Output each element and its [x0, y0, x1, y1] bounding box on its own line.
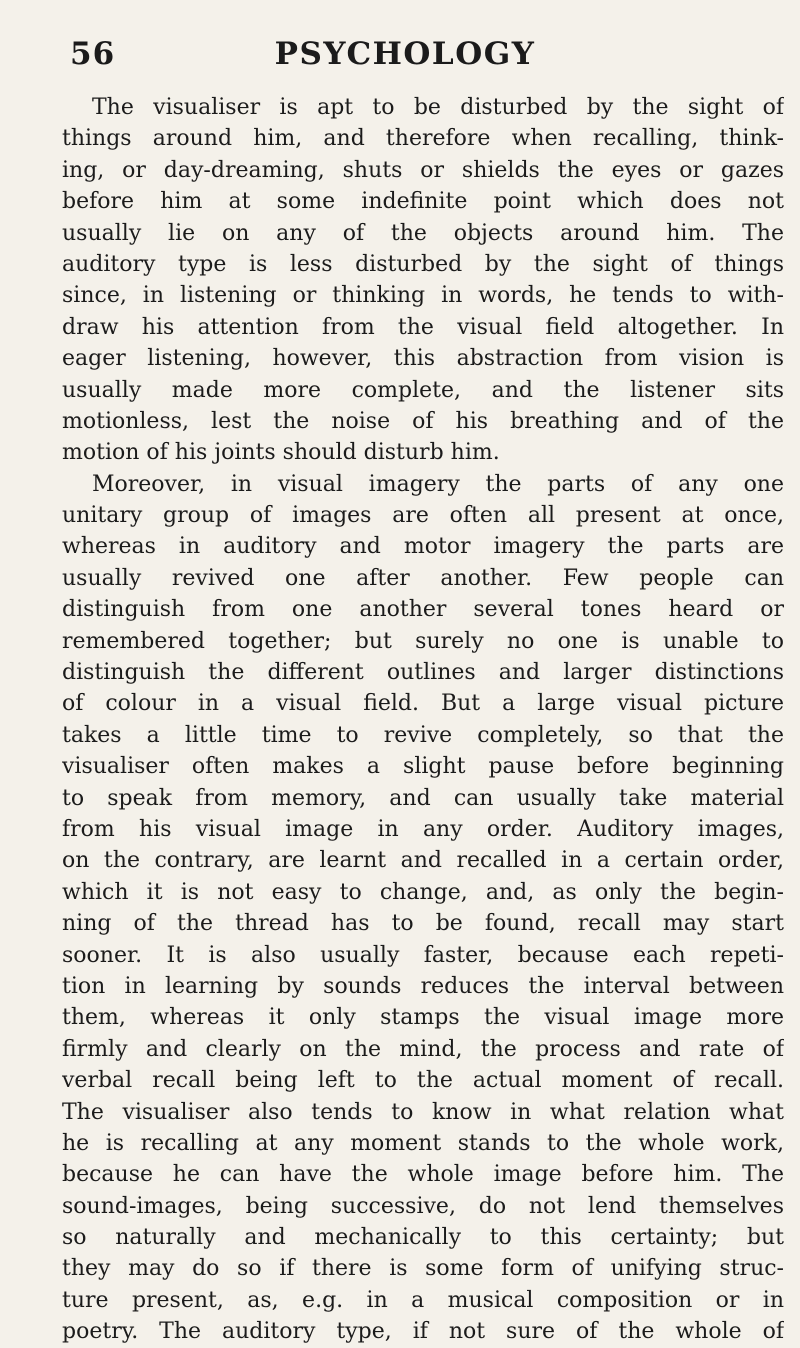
text-line: usually made more complete, and the listener sits	[62, 377, 784, 403]
text-line: sound-images, being successive, do not lend themselves	[62, 1193, 784, 1219]
text-line: firmly and clearly on the mind, the process and rate of	[62, 1036, 784, 1062]
text-line: remembered together; but surely no one is unable to	[62, 628, 784, 654]
text-line: motionless, lest the noise of his breathing and of the	[62, 408, 784, 434]
text-line: draw his attention from the visual field altogether. In	[62, 314, 784, 340]
text-line: usually revived one after another. Few people can	[62, 565, 784, 591]
text-line: unitary group of images are often all present at once,	[62, 503, 784, 529]
text-line: before him at some indefinite point which does not	[62, 189, 784, 215]
text-line: tion in learning by sounds reduces the interval between	[62, 973, 784, 999]
running-title: PSYCHOLOGY	[274, 36, 536, 72]
text-line: from his visual image in any order. Auditory images,	[62, 816, 784, 842]
text-line: usually lie on any of the objects around him. The	[62, 220, 784, 246]
body-text	[62, 92, 784, 1348]
text-line: on the contrary, are learnt and recalled in a certain order,	[62, 848, 784, 874]
text-line: The visualiser is apt to be disturbed by the sight of	[92, 95, 784, 120]
text-line: motion of his joints should disturb him.	[62, 440, 500, 466]
text-line: to speak from memory, and can usually take material	[62, 785, 784, 811]
text-line: ning of the thread has to be found, recall may start	[62, 911, 784, 937]
text-line: since, in listening or thinking in words, he tends to with-	[62, 283, 784, 309]
text-line: which it is not easy to change, and, as only the begin-	[62, 879, 784, 905]
text-line: auditory type is less disturbed by the sight of things	[62, 251, 784, 277]
text-line: ture present, as, e.g. in a musical composition or in	[62, 1287, 784, 1313]
text-line: so naturally and mechanically to this certainty; but	[62, 1225, 784, 1251]
text-line: takes a little time to revive completely, so that the	[62, 722, 784, 748]
page-number: 56	[70, 36, 116, 72]
text-line: because he can have the whole image before him. The	[62, 1162, 784, 1188]
text-line: visualiser often makes a slight pause before beginning	[62, 754, 784, 780]
text-line: poetry. The auditory type, if not sure of the whole of	[62, 1319, 784, 1345]
text-line: eager listening, however, this abstraction from vision is	[62, 346, 784, 372]
text-line: of colour in a visual field. But a large visual picture	[62, 691, 784, 717]
text-line: The visualiser also tends to know in what relation what	[62, 1099, 784, 1125]
page-header	[70, 36, 740, 80]
text-line: whereas in auditory and motor imagery the parts are	[62, 534, 784, 560]
text-line: they may do so if there is some form of unifying struc-	[62, 1256, 784, 1282]
text-line: things around him, and therefore when recalling, think-	[62, 126, 784, 152]
text-line: distinguish from one another several tones heard or	[62, 597, 784, 623]
text-line: sooner. It is also usually faster, because each repeti-	[62, 942, 784, 968]
text-line: distinguish the different outlines and larger distinctions	[62, 660, 784, 686]
text-line: ing, or day-dreaming, shuts or shields the eyes or gazes	[62, 157, 784, 183]
text-line: Moreover, in visual imagery the parts of any one	[92, 471, 784, 497]
text-line: verbal recall being left to the actual moment of recall.	[62, 1068, 784, 1094]
text-line: them, whereas it only stamps the visual image more	[62, 1005, 784, 1031]
text-line: he is recalling at any moment stands to the whole work,	[62, 1130, 784, 1156]
